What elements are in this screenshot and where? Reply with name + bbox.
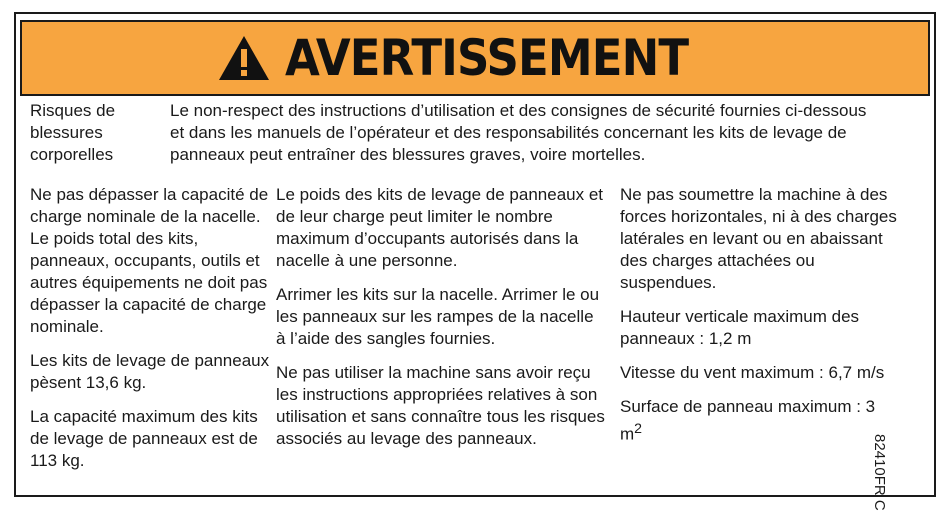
column-2	[276, 184, 606, 462]
paragraph: Les kits de levage de panneaux pèsent 13,6 kg.	[30, 351, 270, 392]
paragraph: La capacité maximum des kits de levage de panneaux est de 113 kg.	[30, 407, 258, 470]
part-number: 82410FR C	[871, 434, 888, 511]
paragraph: Arrimer les kits sur la nacelle. Arrimer le ou les panneaux sur les rampes de la nacelle à l’aide des sangles fournies.	[276, 285, 600, 348]
hazard-text: Le non-respect des instructions d’utilisation et des consignes de sécurité fournies ci-dessous et dans les manuels de l’opérateur et des responsabilités concernant les kits de levage de panneaux peut entraîner des blessures graves, voire mortelles.	[170, 101, 867, 164]
surface-paragraph	[620, 396, 900, 446]
paragraph: Ne pas utiliser la machine sans avoir reçu les instructions appropriées relatives à son utilisation et sans connaître tous les risques associés au levage des panneaux.	[276, 363, 605, 448]
paragraph: Le poids des kits de levage de panneaux et de leur charge peut limiter le nombre maximum d’occupants autorisés dans la nacelle à une personne.	[276, 185, 604, 270]
paragraph: Vitesse du vent maximum : 6,7 m/s	[620, 363, 885, 382]
warning-banner	[20, 20, 930, 96]
surface-label: Surface de panneau maximum : 3 m	[620, 397, 876, 444]
column-1	[30, 184, 280, 484]
warning-decal	[14, 12, 936, 511]
paragraph: Ne pas dépasser la capacité de charge nominale de la nacelle. Le poids total des kits, panneaux, occupants, outils et autres équipements ne doit pas dépasser la capacité de charge nominale.	[30, 185, 269, 336]
warning-triangle-icon	[217, 34, 271, 82]
banner-title: AVERTISSEMENT	[285, 29, 689, 87]
hazard-name: Risques de blessures corporelles	[30, 101, 116, 164]
surface-exponent: 2	[634, 421, 643, 437]
paragraph: Ne pas soumettre la machine à des forces horizontales, ni à des charges latérales en levant ou en abaissant des charges attachées ou suspendues.	[620, 185, 897, 292]
column-3	[620, 184, 900, 458]
paragraph: Hauteur verticale maximum des panneaux : 1,2 m	[620, 307, 860, 348]
